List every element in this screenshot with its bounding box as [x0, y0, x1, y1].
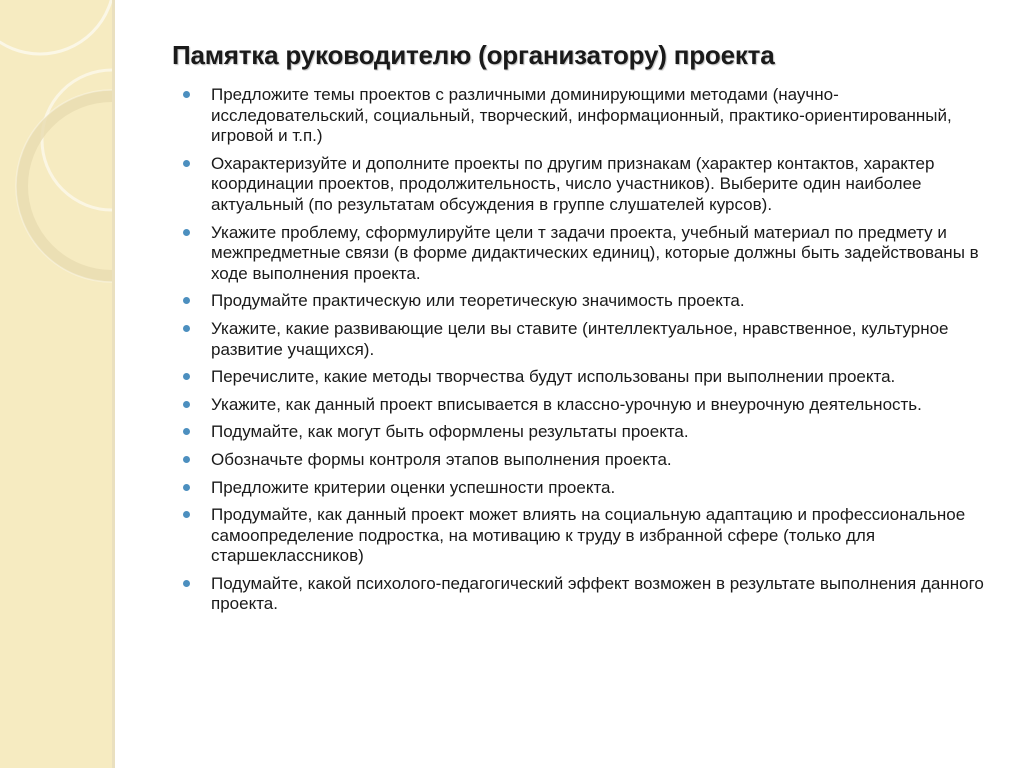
bullet-dot-icon	[183, 325, 190, 332]
bullet-text: Подумайте, как могут быть оформлены результаты проекта.	[211, 422, 689, 442]
bullet-text: Продумайте, как данный проект может влиять на социальную адаптацию и профессиональное самоопределение подростка, на мотивацию к труду в избранной сфере (только для старшеклассников)	[211, 505, 966, 566]
bullet-list	[182, 85, 992, 622]
bullet-text: Предложите критерии оценки успешности проекта.	[211, 477, 616, 497]
bullet-text: Укажите, как данный проект вписывается в классно-урочную и внеурочную деятельность.	[211, 394, 922, 414]
slide-title: Памятка руководителю (организатору) проекта	[172, 40, 775, 70]
side-panel-edge	[112, 0, 115, 768]
bullet-item	[182, 478, 992, 499]
bullet-item	[182, 505, 992, 567]
bullet-item	[182, 154, 992, 216]
bullet-item	[182, 223, 992, 285]
bullet-dot-icon	[183, 428, 190, 435]
bullet-text: Предложите темы проектов с различными доминирующими методами (научно-исследовательский, социальный, творческий, информационный, практико-ориентированный, игровой и т.п.)	[211, 85, 952, 146]
bullet-dot-icon	[183, 484, 190, 491]
bullet-text: Перечислите, какие методы творчества будут использованы при выполнении проекта.	[211, 367, 896, 387]
decorative-circles-graphic	[0, 0, 112, 768]
bullet-item	[182, 291, 992, 312]
bullet-text: Укажите, какие развивающие цели вы ставите (интеллектуальное, нравственное, культурное развитие учащихся).	[211, 318, 949, 359]
bullet-dot-icon	[183, 160, 190, 167]
bullet-dot-icon	[183, 456, 190, 463]
bullet-text: Обозначьте формы контроля этапов выполнения проекта.	[211, 449, 672, 469]
bullet-dot-icon	[183, 297, 190, 304]
bullet-text: Укажите проблему, сформулируйте цели т задачи проекта, учебный материал по предмету и межпредметные связи (в форме дидактических единиц), которые должны быть задействованы в ходе выполнения проекта.	[211, 222, 979, 283]
bullet-dot-icon	[183, 229, 190, 236]
bullet-dot-icon	[183, 91, 190, 98]
bullet-dot-icon	[183, 373, 190, 380]
bullet-text: Подумайте, какой психолого-педагогический эффект возможен в результате выполнения данного проекта.	[211, 573, 984, 614]
decorative-side-panel	[0, 0, 112, 768]
bullet-text: Продумайте практическую или теоретическую значимость проекта.	[211, 291, 745, 311]
bullet-item	[182, 319, 992, 360]
bullet-dot-icon	[183, 401, 190, 408]
bullet-item	[182, 450, 992, 471]
bullet-item	[182, 367, 992, 388]
bullet-dot-icon	[183, 511, 190, 518]
bullet-item	[182, 85, 992, 147]
bullet-item	[182, 395, 992, 416]
bullet-item	[182, 574, 992, 615]
bullet-dot-icon	[183, 580, 190, 587]
bullet-text: Охарактеризуйте и дополните проекты по другим признакам (характер контактов, характер координации проектов, продолжительность, число участников). Выберите один наиболее актуальный (по результатам обсуждения в группе слушателей курсов).	[211, 153, 935, 214]
bullet-item	[182, 422, 992, 443]
